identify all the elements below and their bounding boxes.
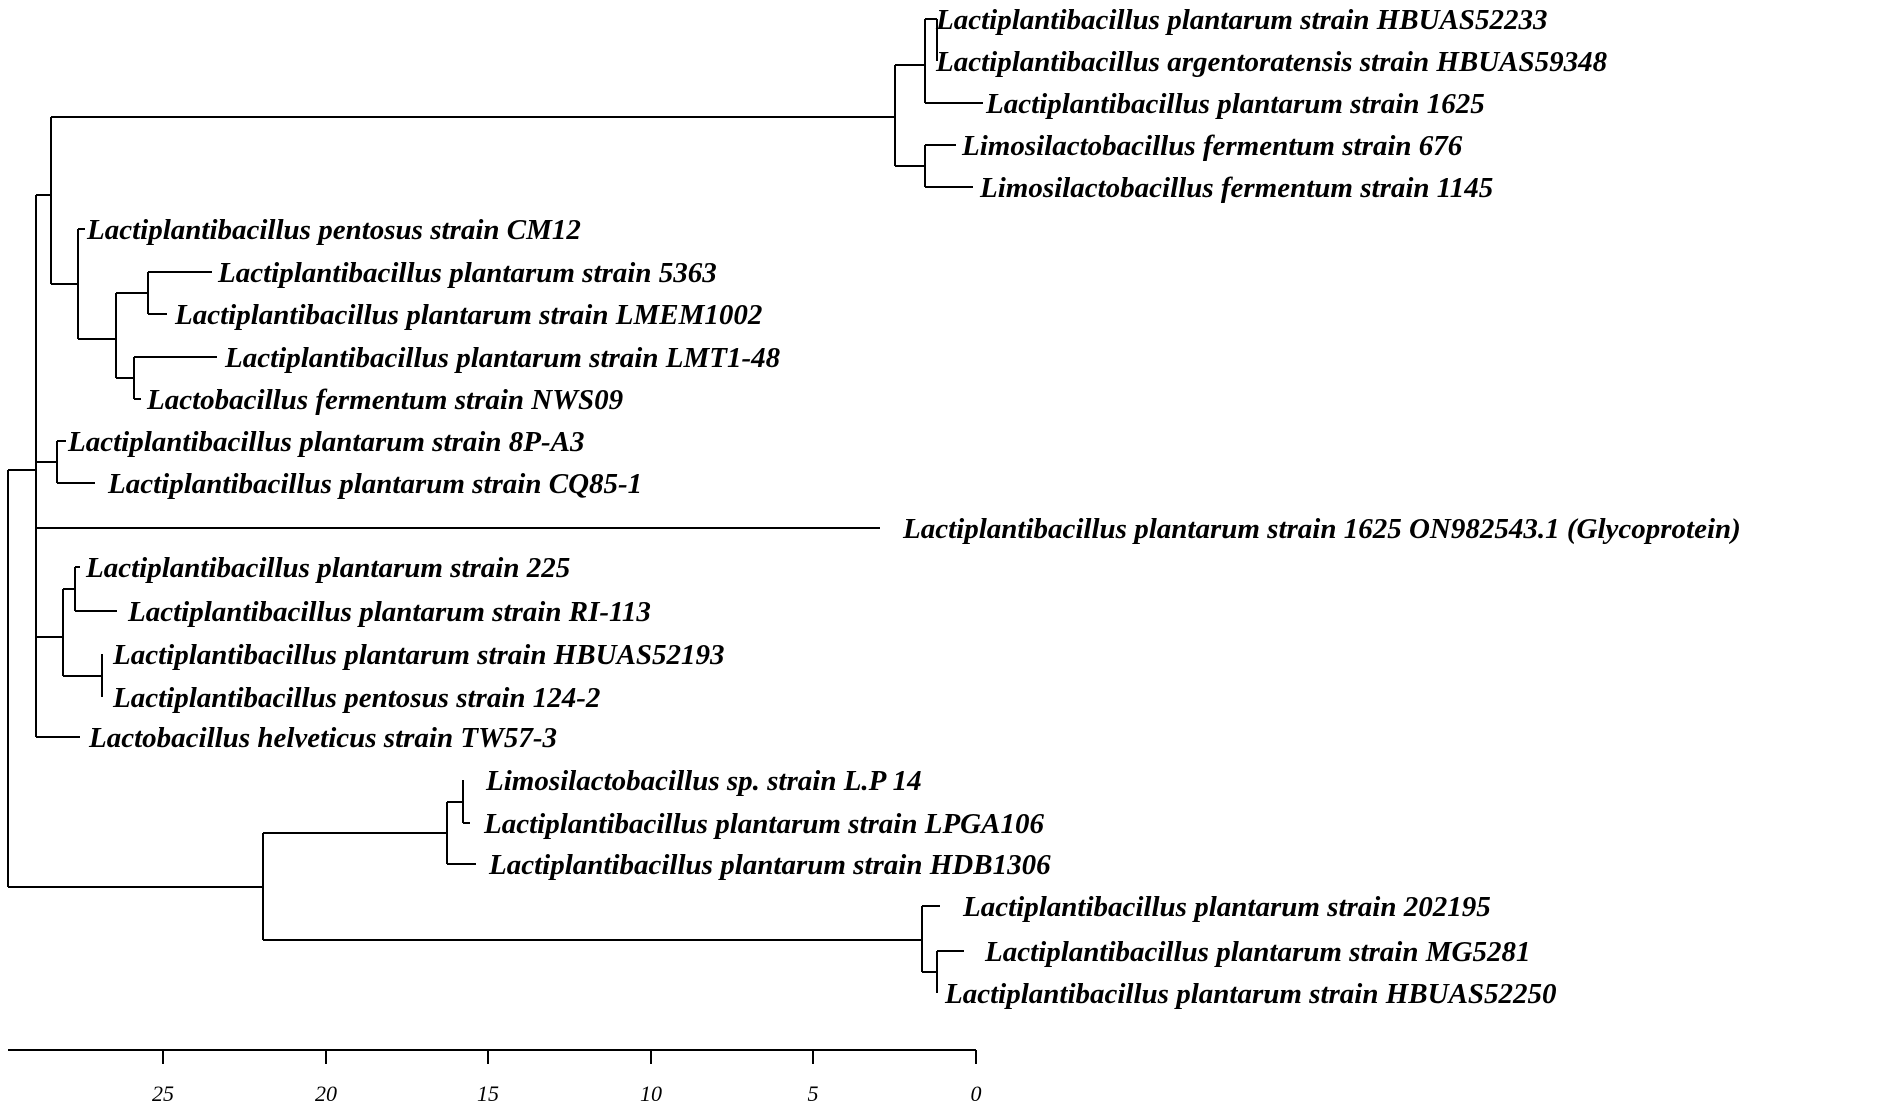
taxon-label: Lactiplantibacillus plantarum strain 8P-A3	[68, 426, 585, 458]
taxon-label: Lactiplantibacillus plantarum strain 1625 ON982543.1 (Glycoprotein)	[903, 513, 1741, 545]
scale-tick-label: 20	[315, 1081, 337, 1106]
taxon-label: Lactiplantibacillus plantarum strain LPGA106	[484, 808, 1044, 840]
taxon-label: Lactiplantibacillus plantarum strain LMEM1002	[175, 299, 763, 331]
tree-branches	[8, 19, 983, 993]
taxon-label: Limosilactobacillus sp. strain L.P 14	[486, 765, 922, 797]
scale-tick-label: 0	[970, 1081, 982, 1106]
taxon-label: Lactiplantibacillus plantarum strain 1625	[986, 88, 1485, 120]
taxon-labels	[67, 4, 1741, 1010]
taxon-label: Lactiplantibacillus argentoratensis strain HBUAS59348	[936, 46, 1608, 78]
scale-tick-label: 5	[807, 1081, 819, 1106]
taxon-label: Lactiplantibacillus plantarum strain 202195	[963, 891, 1491, 923]
taxon-label: Lactiplantibacillus plantarum strain HBUAS52250	[945, 978, 1557, 1010]
scale-tick-label: 15	[477, 1081, 499, 1106]
taxon-label: Limosilactobacillus fermentum strain 676	[962, 130, 1463, 162]
taxon-label: Lactobacillus fermentum strain NWS09	[147, 384, 624, 416]
taxon-label: Lactobacillus helveticus strain TW57-3	[89, 722, 558, 754]
taxon-label: Lactiplantibacillus plantarum strain CQ85-1	[108, 468, 643, 500]
taxon-label: Lactiplantibacillus pentosus strain CM12	[87, 214, 581, 246]
taxon-label: Limosilactobacillus fermentum strain 1145	[980, 172, 1494, 204]
taxon-label: Lactiplantibacillus pentosus strain 124-2	[113, 682, 601, 714]
taxon-label: Lactiplantibacillus plantarum strain HDB1306	[489, 849, 1051, 881]
taxon-label: Lactiplantibacillus plantarum strain 225	[86, 552, 571, 584]
taxon-label: Lactiplantibacillus plantarum strain MG5281	[985, 936, 1531, 968]
taxon-label: Lactiplantibacillus plantarum strain 5363	[218, 257, 717, 289]
taxon-label: Lactiplantibacillus plantarum strain HBUAS52193	[113, 639, 725, 671]
scale-axis	[8, 1050, 982, 1106]
scale-tick-label: 25	[152, 1081, 174, 1106]
taxon-label: Lactiplantibacillus plantarum strain HBUAS52233	[936, 4, 1548, 36]
taxon-label: Lactiplantibacillus plantarum strain LMT1-48	[225, 342, 781, 374]
taxon-label: Lactiplantibacillus plantarum strain RI-113	[128, 596, 651, 628]
scale-tick-label: 10	[640, 1081, 662, 1106]
